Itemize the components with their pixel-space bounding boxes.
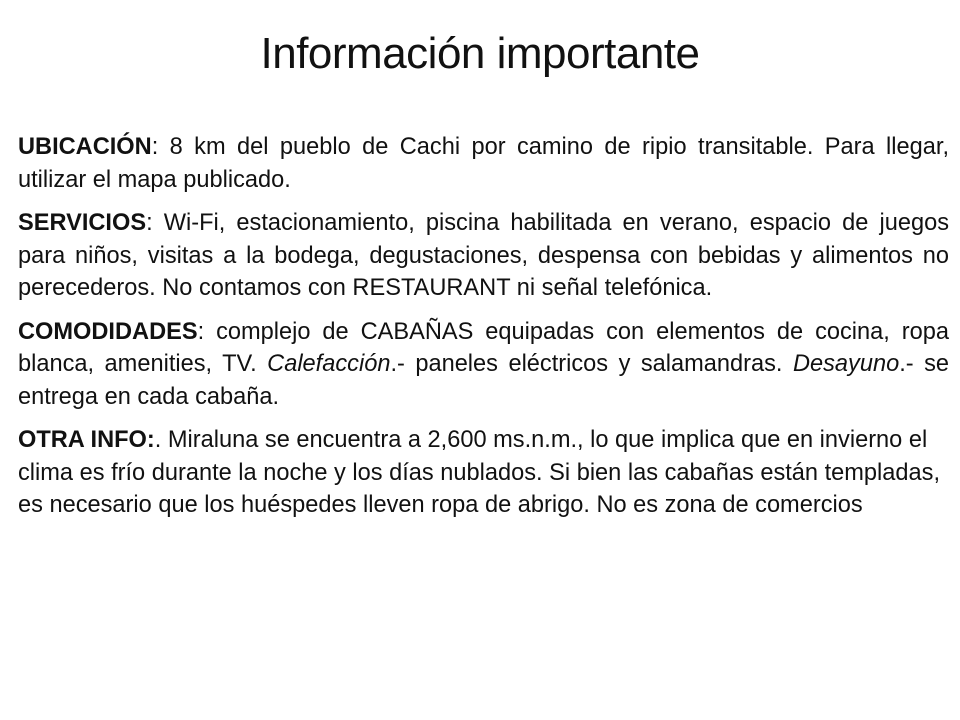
label-otra-info: OTRA INFO: <box>18 427 155 453</box>
label-comodidades: COMODIDADES <box>18 318 198 345</box>
paragraph-servicios <box>18 207 949 305</box>
text-otra-info: . Miraluna se encuentra a 2,600 ms.n.m., lo que implica que en invierno el clima es frío durante la noche y los días nublados. Si bien las cabañas están templadas, es necesario que los huéspedes lleven ropa de abrigo. No es zona de comercios <box>18 427 941 518</box>
text-comodidades-3: .- se entrega en cada cabaña. <box>18 351 950 410</box>
paragraph-comodidades <box>18 316 949 414</box>
text-desayuno: Desayuno <box>792 351 900 377</box>
text-comodidades-2: .- paneles eléctricos y salamandras. <box>390 351 793 377</box>
paragraph-otra-info <box>18 424 949 522</box>
slide-title: Información importante <box>260 29 700 78</box>
slide-content <box>18 131 949 533</box>
paragraph-ubicacion <box>18 131 949 196</box>
text-servicios: : Wi-Fi, estacionamiento, piscina habilitada en verano, espacio de juegos para niños, visitas a la bodega, degustaciones, despensa con bebidas y alimentos no perecederos. No contamos con RESTAURANT ni señal telefónica. <box>18 210 949 301</box>
text-comodidades-1: : complejo de CABAÑAS equipadas con elementos de cocina, ropa blanca, amenities, TV. <box>18 318 949 377</box>
text-ubicacion: : 8 km del pueblo de Cachi por camino de ripio transitable. Para llegar, utilizar el mapa publicado. <box>18 134 949 193</box>
label-servicios: SERVICIOS <box>18 210 147 236</box>
text-calefaccion: Calefacción <box>267 351 391 377</box>
label-ubicacion: UBICACIÓN <box>18 134 152 160</box>
